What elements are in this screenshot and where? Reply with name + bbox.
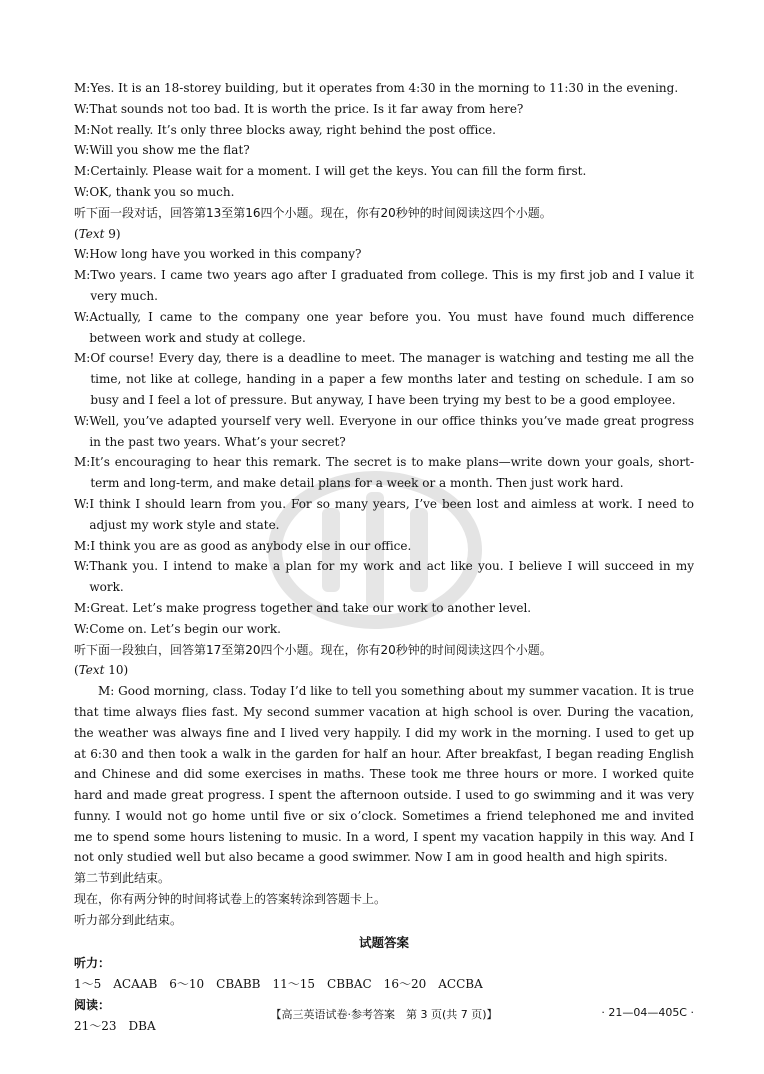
speaker-label: W: bbox=[74, 559, 90, 574]
listening-answers: 1～5 ACAAB 6～10 CBABB 11～15 CBBAC 16～20 ACCBA bbox=[74, 977, 483, 992]
dialogue-line bbox=[74, 411, 694, 453]
dialogue-line bbox=[74, 494, 694, 536]
text9-number: 9 bbox=[104, 226, 116, 241]
dialogue-line bbox=[74, 598, 694, 619]
utterance-text: It’s encouraging to hear this remark. The secret is to make plans—write down your goals, short-term and long-term, and make detail plans for a week or a month. Then just work hard. bbox=[90, 455, 694, 491]
dialogue-line bbox=[74, 556, 694, 598]
utterance-text: Actually, I came to the company one year before you. You must have found much difference between work and study at college. bbox=[89, 309, 694, 345]
utterance-text: Yes. It is an 18-storey building, but it operates from 4:30 in the morning to 11:30 in the evening. bbox=[90, 81, 679, 95]
speaker-label: W: bbox=[74, 413, 90, 428]
utterance-text: Certainly. Please wait for a moment. I will get the keys. You can fill the form first. bbox=[90, 164, 587, 179]
dialogue-line bbox=[74, 99, 694, 120]
dialogue-line bbox=[74, 161, 694, 182]
answers-title: 试题答案 bbox=[358, 934, 409, 950]
dialogue-line bbox=[74, 265, 694, 307]
dialogue-line bbox=[74, 536, 694, 557]
listening-instruction-text9: 听下面一段对话，回答第13至第16四个小题。现在，你有20秒钟的时间阅读这四个小题。 bbox=[74, 205, 552, 220]
speaker-label: M: bbox=[74, 122, 91, 137]
dialogue-line bbox=[74, 619, 694, 640]
listening-instruction-text10: 听下面一段独白，回答第17至第20四个小题。现在，你有20秒钟的时间阅读这四个小题。 bbox=[74, 642, 552, 657]
utterance-text: Not really. It’s only three blocks away, right behind the post office. bbox=[90, 122, 496, 137]
speaker-label: M: bbox=[74, 351, 91, 366]
dialogue-line bbox=[74, 140, 694, 161]
utterance-text: Well, you’ve adapted yourself very well. Everyone in our office thinks you’ve made great progress in the past two years. What’s your secret? bbox=[89, 413, 694, 449]
utterance-text: Great. Let’s make progress together and take our work to another level. bbox=[90, 600, 532, 615]
dialogue-line bbox=[74, 452, 694, 494]
utterance-text: That sounds not too bad. It is worth the price. Is it far away from here? bbox=[89, 101, 524, 116]
dialogue-line bbox=[74, 182, 694, 203]
dialogue-line bbox=[74, 78, 694, 99]
utterance-text: Two years. I came two years ago after I graduated from college. This is my first job and I value it very much. bbox=[90, 268, 694, 303]
speaker-label: W: bbox=[74, 101, 90, 116]
footer-code: · 21—04—405C · bbox=[601, 1006, 694, 1019]
dialogue-line bbox=[74, 348, 694, 410]
speaker-label: W: bbox=[74, 309, 90, 324]
utterance-text: OK, thank you so much. bbox=[89, 184, 235, 199]
speaker-label: M: bbox=[74, 600, 91, 615]
speaker-label: M: bbox=[74, 538, 91, 553]
utterance-text: How long have you worked in this company? bbox=[89, 247, 362, 262]
text9-label: Text bbox=[78, 226, 105, 241]
dialogue-line bbox=[74, 120, 694, 141]
utterance-text: I think you are as good as anybody else in our office. bbox=[90, 538, 412, 553]
listening-end-note: 听力部分到此结束。 bbox=[74, 912, 183, 927]
utterance-text: I think I should learn from you. For so many years, I’ve been lost and aimless at work. I need to adjust my work style and state. bbox=[89, 496, 694, 532]
reading-answers: 21～23 DBA bbox=[74, 1018, 156, 1033]
footer-page-info: 【高三英语试卷·参考答案 第 3 页(共 7 页)】 bbox=[270, 1008, 498, 1021]
speaker-label: W: bbox=[74, 143, 90, 158]
utterance-text: Of course! Every day, there is a deadline to meet. The manager is watching and testing me all the time, not like at college, handing in a paper a few months later and testing on schedule. I am so busy and I feel a lot of pressure. But anyway, I have been trying my best to be a good employee. bbox=[90, 351, 694, 407]
utterance-text: Will you show me the flat? bbox=[89, 143, 250, 158]
text10-heading: (Text 10) bbox=[74, 663, 129, 678]
speaker-label: W: bbox=[74, 247, 90, 262]
speaker-label: M: bbox=[74, 268, 91, 283]
speaker-label: M: bbox=[74, 164, 91, 179]
dialogue-continued bbox=[74, 78, 694, 203]
text10-number: 10 bbox=[104, 663, 124, 678]
speaker-label: W: bbox=[74, 621, 90, 636]
dialogue-line bbox=[74, 244, 694, 265]
speaker-label: M: bbox=[74, 81, 91, 95]
transfer-answers-note: 现在，你有两分钟的时间将试卷上的答案转涂到答题卡上。 bbox=[74, 892, 387, 907]
speaker-label: W: bbox=[74, 184, 90, 199]
dialogue-text9 bbox=[74, 244, 694, 639]
dialogue-line bbox=[74, 307, 694, 349]
monologue-text10: M: Good morning, class. Today I’d like to tell you something about my summer vacation. It is true that time always flies fast. My second summer vacation at high school is over. During the vacation, the weather was always fine and I lived very happily. I did my work in the morning. I used to get up at 6:30 and then took a walk in the garden for half an hour. After breakfast, I began reading English and Chinese and did some exercises in maths. These took me three hours or more. I worked quite hard and made great progress. I spent the afternoon outside. I used to go swimming and it was very funny. I would not go home until five or six o’clock. Sometimes a friend telephoned me and invited me to spend some hours listening to music. In a word, I spent my vacation happily in this way. And I not only studied well but also became a good swimmer. Now I am in good health and high spirits. bbox=[74, 684, 694, 865]
text9-heading: (Text 9) bbox=[74, 226, 121, 241]
text10-label: Text bbox=[78, 663, 105, 678]
document-body bbox=[74, 78, 694, 1037]
reading-label: 阅读： bbox=[74, 998, 111, 1013]
section-end-note: 第二节到此结束。 bbox=[74, 871, 171, 886]
utterance-text: Come on. Let’s begin our work. bbox=[89, 621, 281, 636]
speaker-label: W: bbox=[74, 496, 90, 511]
listening-label: 听力： bbox=[74, 956, 111, 971]
utterance-text: Thank you. I intend to make a plan for my work and act like you. I believe I will succeed in my work. bbox=[89, 559, 694, 595]
speaker-label: M: bbox=[74, 455, 91, 470]
